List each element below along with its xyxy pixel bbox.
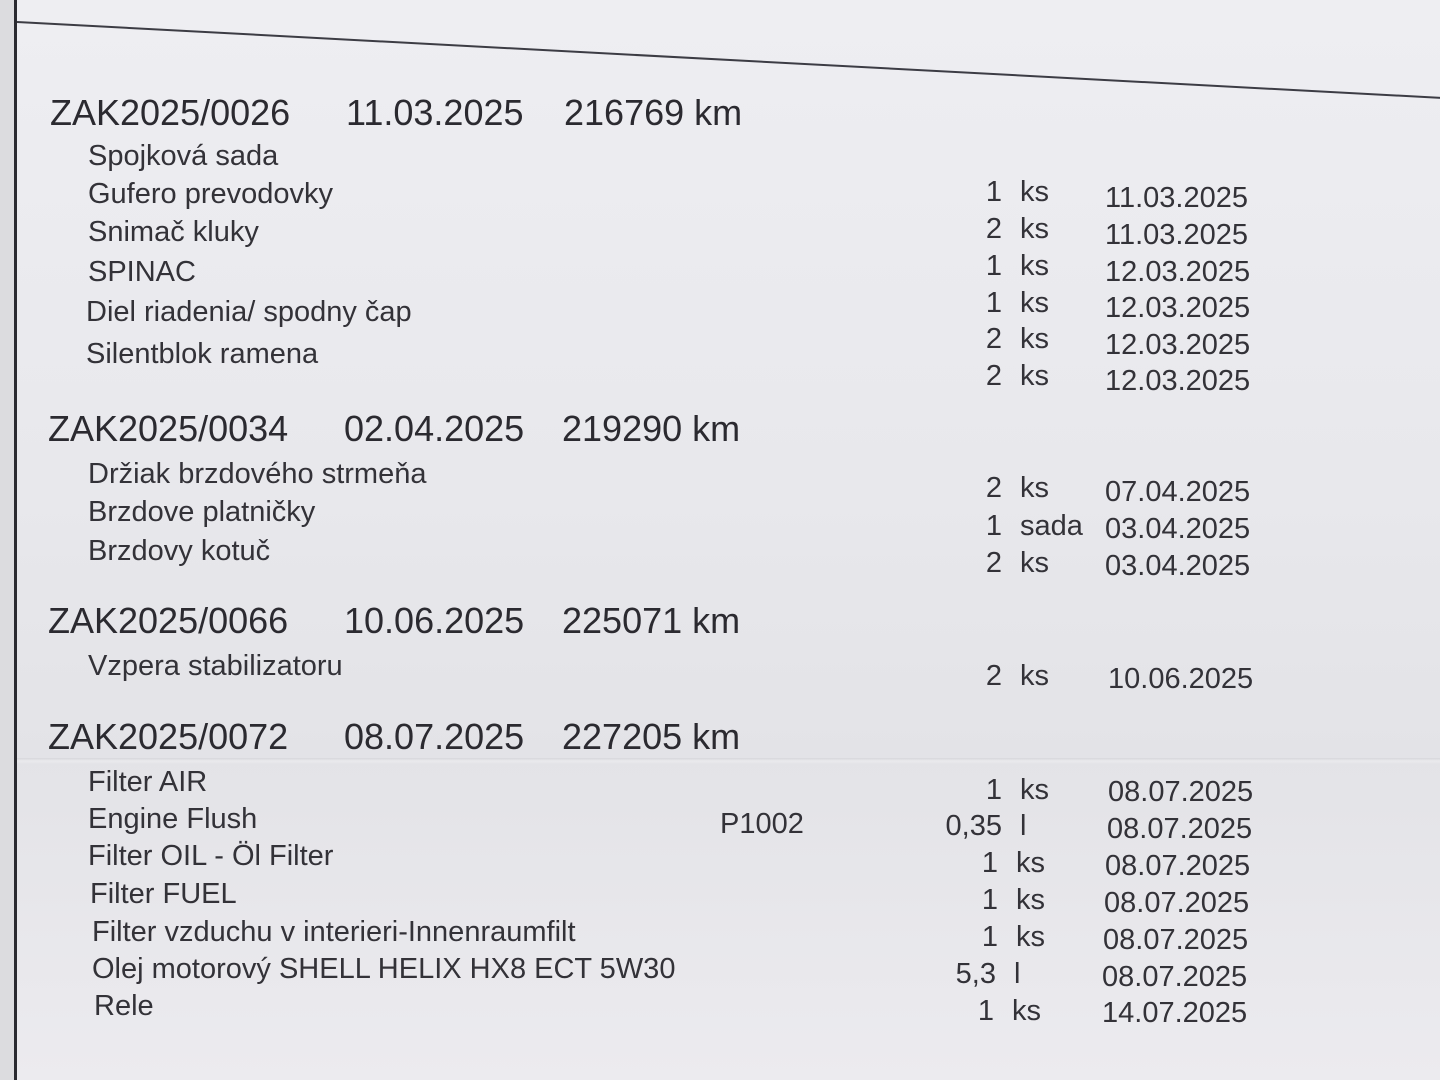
item-unit: ks: [1012, 995, 1041, 1027]
order-header: [48, 408, 740, 450]
item-name: Silentblok ramena: [86, 338, 319, 370]
item-name: Engine Flush: [88, 803, 258, 835]
item-name: SPINAC: [88, 256, 196, 288]
item-date: 07.04.2025: [1105, 476, 1251, 508]
item-name: Rele: [94, 990, 154, 1022]
item-unit: l: [1014, 958, 1021, 990]
item-name: Spojková sada: [88, 140, 279, 172]
item-unit: l: [1020, 810, 1027, 842]
item-qty: 1: [985, 510, 1002, 542]
item-date: 11.03.2025: [1105, 182, 1248, 214]
item-date: 03.04.2025: [1105, 550, 1251, 582]
order-date: 11.03.2025: [346, 92, 524, 133]
item-unit: ks: [1016, 921, 1045, 953]
order-date: 02.04.2025: [344, 408, 525, 449]
order-number: ZAK2025/0072: [48, 716, 289, 757]
item-date: 08.07.2025: [1103, 924, 1249, 956]
item-name: Vzpera stabilizatoru: [88, 650, 343, 682]
item-date: 08.07.2025: [1107, 813, 1253, 845]
item-qty: 2: [985, 323, 1002, 355]
item-unit: ks: [1020, 323, 1049, 355]
order-number: ZAK2025/0034: [48, 408, 289, 449]
item-name: Filter vzduchu v interieri-Innenraumfilt: [92, 916, 576, 948]
item-unit: ks: [1016, 884, 1045, 916]
item-unit: ks: [1020, 287, 1049, 319]
item-date: 08.07.2025: [1102, 961, 1248, 993]
item-name: Filter OIL - Öl Filter: [88, 840, 334, 872]
item-date: 12.03.2025: [1105, 256, 1251, 288]
item-name: Brzdove platničky: [88, 496, 316, 528]
item-unit: sada: [1020, 510, 1083, 542]
item-code: P1002: [720, 808, 804, 840]
item-name: Diel riadenia/ spodny čap: [86, 296, 412, 328]
item-date: 12.03.2025: [1105, 329, 1251, 361]
item-qty: 2: [985, 660, 1002, 692]
item-qty: 0,35: [945, 810, 1002, 842]
paper-crease: [17, 758, 1440, 764]
item-unit: ks: [1016, 847, 1045, 879]
order-number: ZAK2025/0026: [50, 92, 291, 133]
item-date: 11.03.2025: [1105, 219, 1248, 251]
item-qty: 2: [985, 547, 1002, 579]
order-header: [48, 600, 740, 642]
item-qty: 1: [981, 847, 998, 879]
item-unit: ks: [1020, 547, 1049, 579]
item-date: 08.07.2025: [1104, 887, 1250, 919]
order-date: 10.06.2025: [344, 600, 525, 641]
order-mileage: 227205 km: [562, 716, 741, 757]
item-date: 14.07.2025: [1102, 997, 1248, 1029]
item-unit: ks: [1020, 472, 1049, 504]
item-qty: 1: [981, 884, 998, 916]
item-unit: ks: [1020, 213, 1049, 245]
item-qty: 1: [977, 995, 994, 1027]
item-name: Gufero prevodovky: [88, 178, 334, 210]
order-mileage: 225071 km: [562, 600, 741, 641]
item-qty: 2: [985, 472, 1002, 504]
item-name: Filter AIR: [88, 766, 208, 798]
order-date: 08.07.2025: [344, 716, 525, 757]
item-name: Filter FUEL: [90, 878, 237, 910]
item-qty: 2: [985, 213, 1002, 245]
order-number: ZAK2025/0066: [48, 600, 289, 641]
item-unit: ks: [1020, 660, 1049, 692]
item-date: 10.06.2025: [1108, 663, 1254, 695]
item-unit: ks: [1020, 774, 1049, 806]
item-name: Olej motorový SHELL HELIX HX8 ECT 5W30: [92, 953, 676, 985]
item-unit: ks: [1020, 250, 1049, 282]
item-unit: ks: [1020, 360, 1049, 392]
item-date: 08.07.2025: [1105, 850, 1251, 882]
item-qty: 1: [981, 921, 998, 953]
item-date: 12.03.2025: [1105, 365, 1251, 397]
item-qty: 1: [985, 287, 1002, 319]
item-name: Brzdovy kotuč: [88, 535, 271, 567]
item-unit: ks: [1020, 176, 1049, 208]
item-date: 08.07.2025: [1108, 776, 1254, 808]
item-qty: 5,3: [955, 958, 996, 990]
item-date: 12.03.2025: [1105, 292, 1251, 324]
order-header: [50, 92, 742, 134]
order-mileage: 216769 km: [564, 92, 743, 133]
item-name: Snimač kluky: [88, 216, 259, 248]
item-qty: 1: [985, 774, 1002, 806]
order-header: [48, 716, 740, 758]
item-qty: 1: [985, 176, 1002, 208]
item-qty: 2: [985, 360, 1002, 392]
order-mileage: 219290 km: [562, 408, 741, 449]
item-qty: 1: [985, 250, 1002, 282]
item-date: 03.04.2025: [1105, 513, 1251, 545]
item-name: Držiak brzdového strmeňa: [88, 458, 427, 490]
